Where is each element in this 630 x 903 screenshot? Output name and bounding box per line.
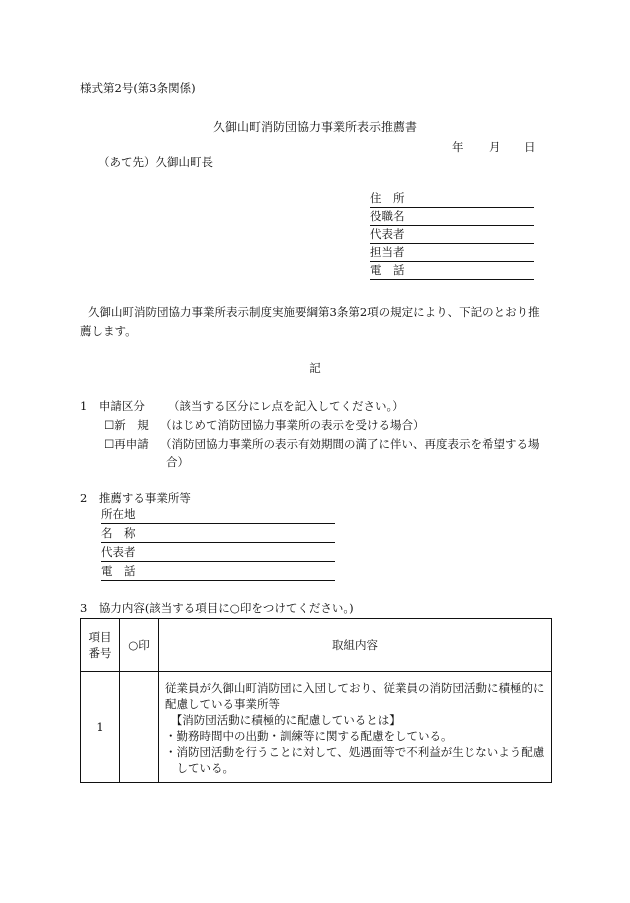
date-day: 日 (524, 140, 536, 154)
content-line: ・消防団活動を行うことに対して、処遇面等で不利益が生じないよう配慮 (165, 745, 545, 759)
content-line: 【消防団活動に積極的に配慮しているとは】 (165, 713, 401, 727)
field-label: 住 所 (370, 191, 405, 205)
applicant-phone-field[interactable] (370, 263, 534, 280)
date-year: 年 (452, 140, 464, 154)
cooperation-table (80, 618, 552, 783)
office-location-field[interactable] (101, 507, 335, 524)
field-label: 役職名 (370, 209, 405, 223)
header-mark: ○印 (120, 619, 159, 672)
section1-note: （該当する区分にレ点を記入してください。） (168, 399, 404, 413)
field-label: 名 称 (101, 526, 136, 540)
office-phone-field[interactable] (101, 564, 335, 581)
row-number: 1 (81, 672, 120, 783)
date-month: 月 (489, 140, 501, 154)
row-content (159, 672, 552, 783)
addressee: （あて先）久御山町長 (98, 155, 213, 169)
row-mark-cell[interactable] (120, 672, 159, 783)
intro-text-line2: 薦します。 (80, 324, 137, 338)
content-line: している。 (165, 761, 234, 775)
field-label: 担当者 (370, 245, 405, 259)
form-number: 様式第2号(第3条関係) (80, 81, 196, 95)
applicant-address-field[interactable] (370, 191, 534, 208)
section3-heading: 3 協力内容(該当する項目に○印をつけてください。) (80, 601, 354, 615)
document-title: 久御山町消防団協力事業所表示推薦書 (212, 120, 417, 134)
header-content: 取組内容 (159, 619, 552, 672)
table-header-row (81, 619, 552, 672)
table-row (81, 672, 552, 783)
option-reapply-desc: （消防団協力事業所の表示有効期間の満了に伴い、再度表示を希望する場 (160, 437, 540, 451)
ki-heading: 記 (309, 361, 321, 375)
field-label: 所在地 (101, 507, 136, 521)
header-item-number (81, 619, 120, 672)
field-label: 代表者 (370, 227, 405, 241)
section1-heading: 1 申請区分 (80, 399, 145, 413)
office-representative-field[interactable] (101, 545, 335, 562)
header-num-line2: 番号 (88, 646, 112, 660)
option-new-desc: （はじめて消防団協力事業所の表示を受ける場合） (160, 418, 425, 432)
option-reapply-desc-cont: 合） (166, 455, 189, 469)
applicant-position-field[interactable] (370, 209, 534, 226)
content-line: 従業員が久御山町消防団に入団しており、従業員の消防団活動に積極的に (165, 681, 545, 695)
field-label: 電 話 (370, 263, 405, 277)
content-line: 配慮している事業所等 (165, 697, 280, 711)
intro-text-line1: 久御山町消防団協力事業所表示制度実施要綱第3条第2項の規定により、下記のとおり推 (88, 305, 540, 319)
section2-heading: 2 推薦する事業所等 (80, 491, 191, 505)
applicant-representative-field[interactable] (370, 227, 534, 244)
checkbox-reapply[interactable]: ☐再申請 (104, 437, 149, 451)
field-label: 電 話 (101, 564, 136, 578)
office-name-field[interactable] (101, 526, 335, 543)
checkbox-new[interactable]: ☐新 規 (104, 418, 149, 432)
content-line: ・勤務時間中の出動・訓練等に関する配慮をしている。 (165, 729, 453, 743)
field-label: 代表者 (101, 545, 136, 559)
applicant-contact-field[interactable] (370, 245, 534, 262)
header-num-line1: 項目 (88, 630, 112, 644)
